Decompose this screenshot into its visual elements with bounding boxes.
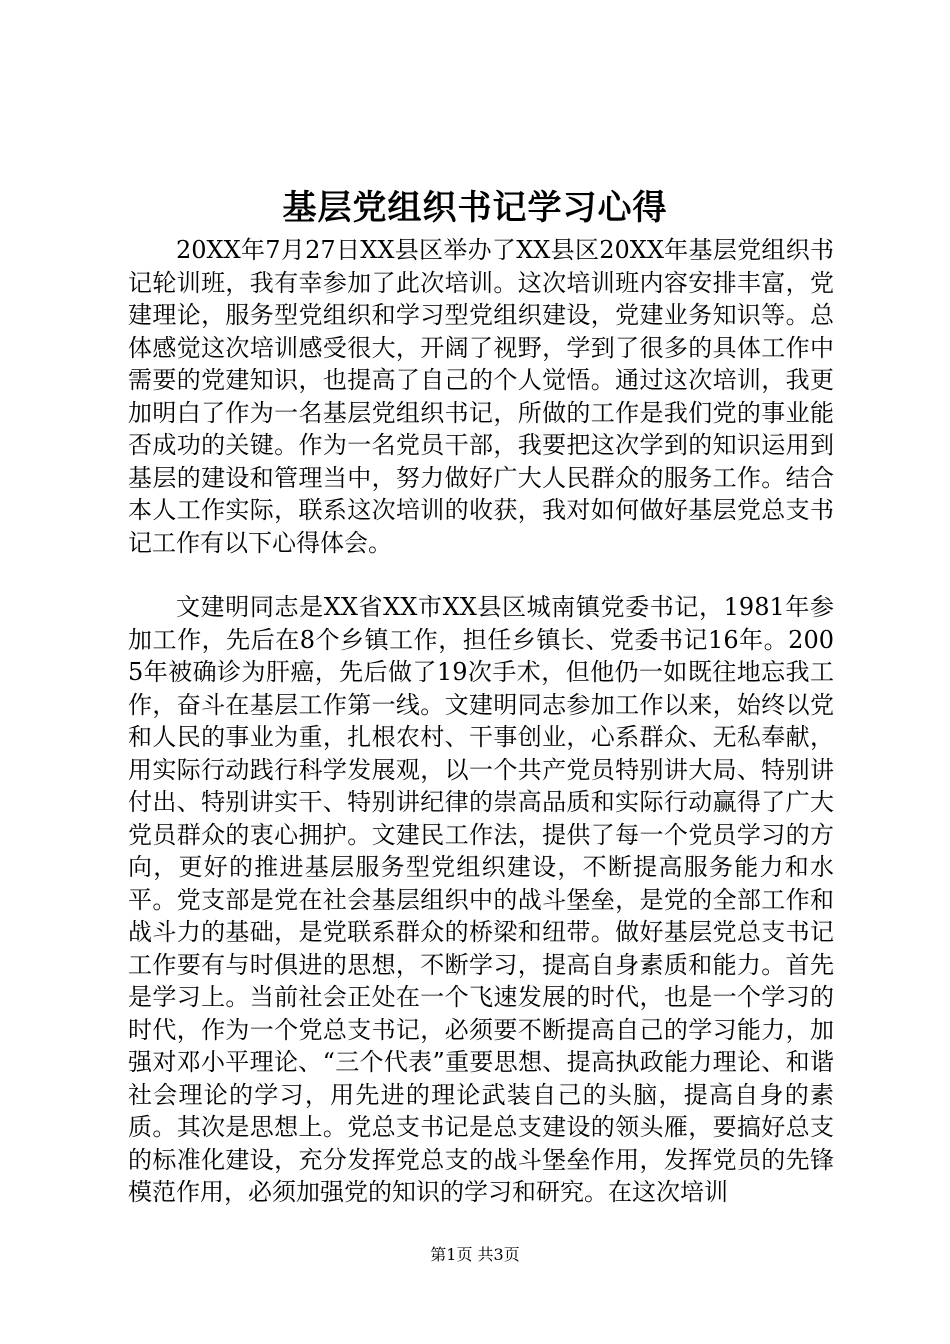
document-body <box>128 234 834 1209</box>
paragraph-2: 文建明同志是XX省XX市XX县区城南镇党委书记，1981年参加工作，先后在8个乡镇工作，担任乡镇长、党委书记16年。2005年被确诊为肝癌，先后做了19次手术，但他仍一如既往地忘我工作，奋斗在基层工作第一线。文建明同志参加工作以来，始终以党和人民的事业为重，扎根农村、干事创业，心系群众、无私奉献，用实际行动践行科学发展观，以一个共产党员特别讲大局、特别讲付出、特别讲实干、特别讲纪律的崇高品质和实际行动赢得了广大党员群众的衷心拥护。文建民工作法，提供了每一个党员学习的方向，更好的推进基层服务型党组织建设，不断提高服务能力和水平。党支部是党在社会基层组织中的战斗堡垒，是党的全部工作和战斗力的基础，是党联系群众的桥梁和纽带。做好基层党总支书记工作要有与时俱进的思想，不断学习，提高自身素质和能力。首先是学习上。当前社会正处在一个飞速发展的时代，也是一个学习的时代，作为一个党总支书记，必须要不断提高自己的学习能力，加强对邓小平理论、“三个代表”重要思想、提高执政能力理论、和谐社会理论的学习，用先进的理论武装自己的头脑，提高自身的素质。其次是思想上。党总支书记是总支建设的领头雁，要搞好总支的标准化建设，充分发挥党总支的战斗堡垒作用，发挥党员的先锋模范作用，必须加强党的知识的学习和研究。在这次培训 <box>128 593 834 1206</box>
page-number: 第1页 共3页 <box>430 1245 520 1264</box>
paragraph-1: 20XX年7月27日XX县区举办了XX县区20XX年基层党组织书记轮训班，我有幸参加了此次培训。这次培训班内容安排丰富，党建理论，服务型党组织和学习型党组织建设，党建业务知识等。总体感觉这次培训感受很大，开阔了视野，学到了很多的具体工作中需要的党建知识，也提高了自己的个人觉悟。通过这次培训，我更加明白了作为一名基层党组织书记，所做的工作是我们党的事业能否成功的关键。作为一名党员干部，我要把这次学到的知识运用到基层的建设和管理当中，努力做好广大人民群众的服务工作。结合本人工作实际，联系这次培训的收获，我对如何做好基层党总支书记工作有以下心得体会。 <box>128 236 834 557</box>
document-title: 基层党组织书记学习心得 <box>282 188 668 228</box>
